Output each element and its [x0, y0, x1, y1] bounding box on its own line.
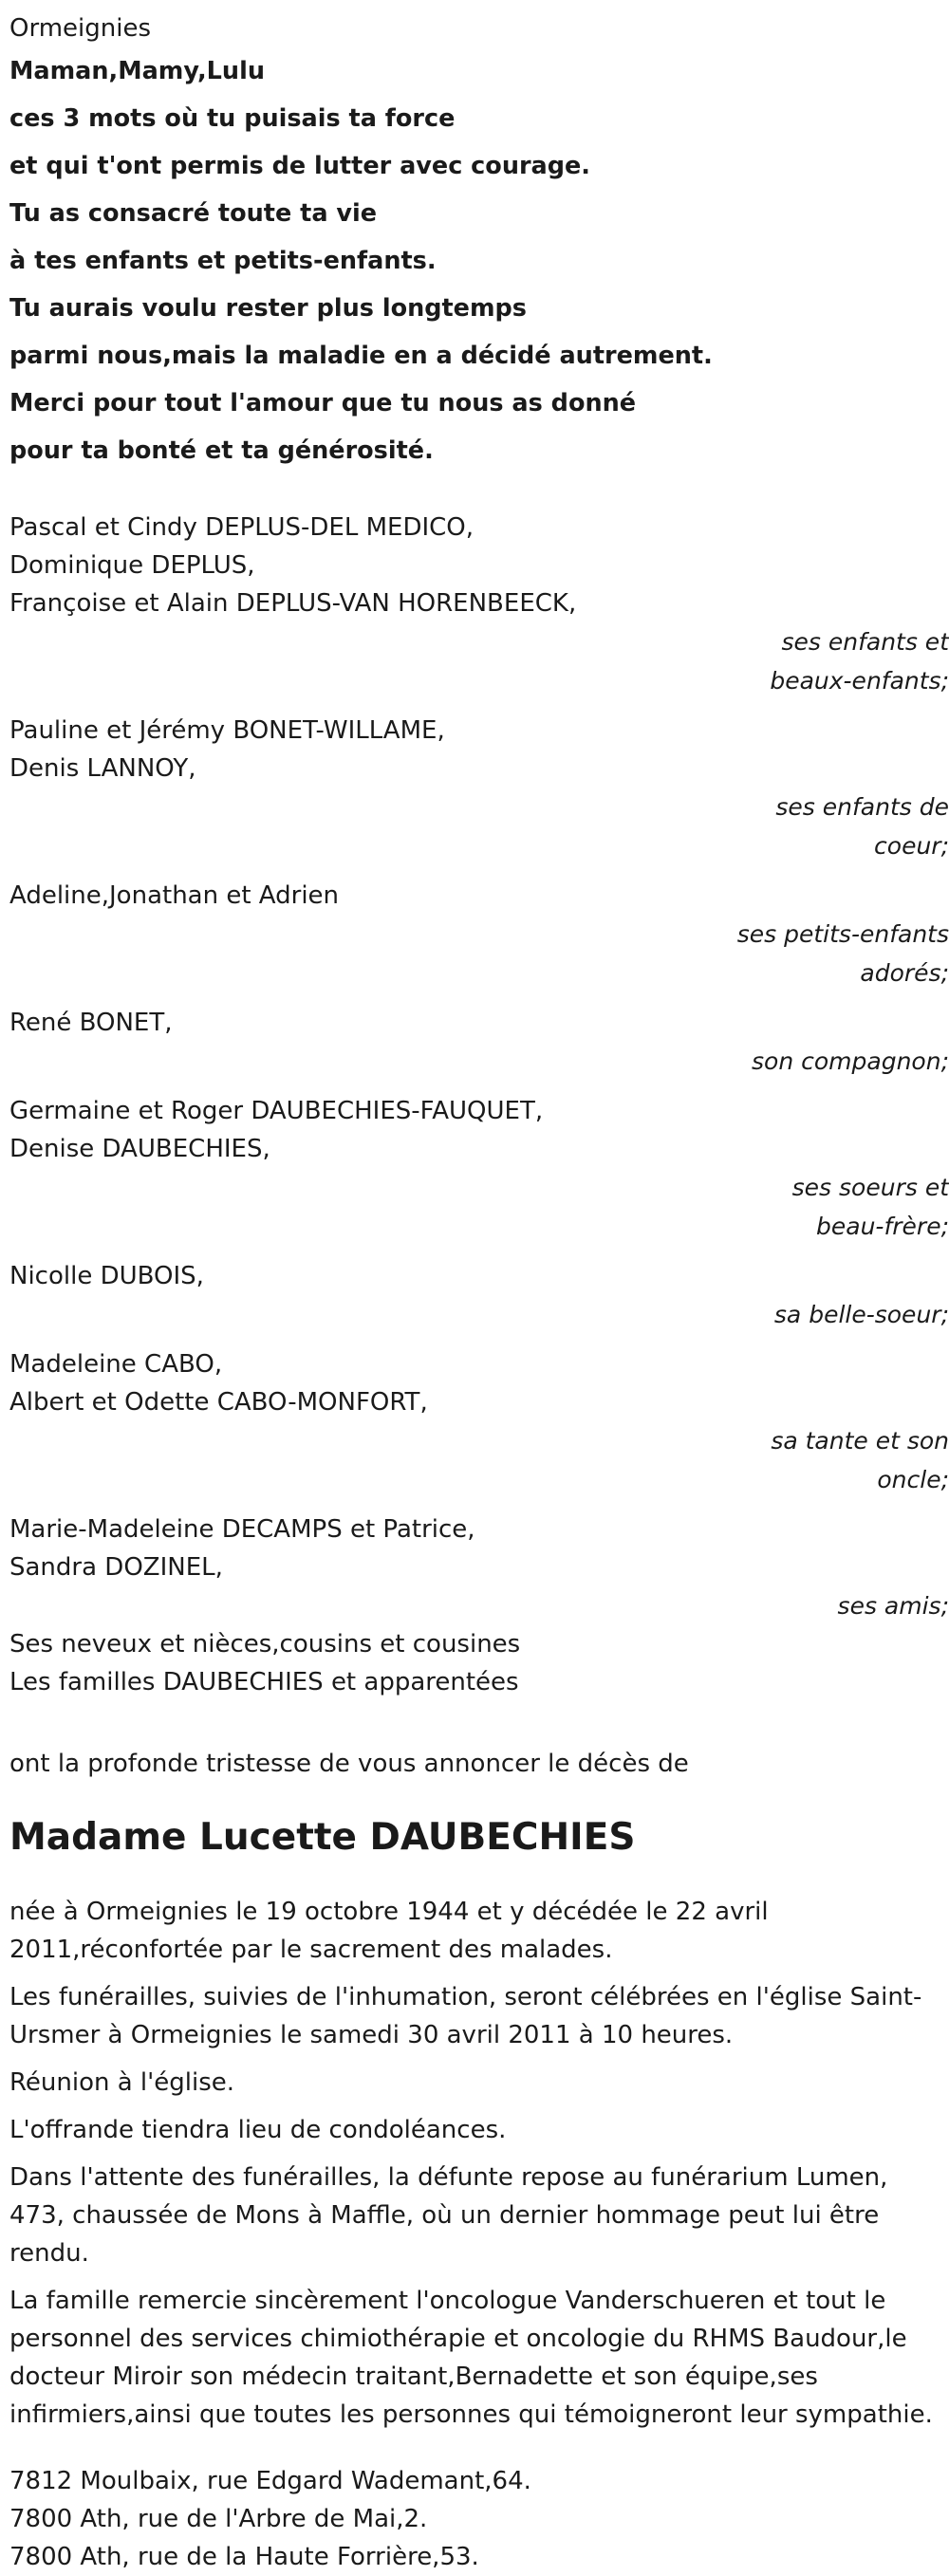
announcement: ont la profonde tristesse de vous annoncer le décès de — [9, 1750, 689, 1778]
relation-label — [9, 622, 949, 700]
family-name: Marie-Madeleine DECAMPS et Patrice, — [9, 1515, 475, 1544]
relation-label — [9, 1042, 949, 1081]
family-group-children-of-heart — [9, 712, 949, 865]
family-group-aunt-uncle — [9, 1345, 949, 1499]
poem-line: et qui t'ont permis de lutter avec courage. — [9, 152, 590, 180]
extended-family-line: Les familles DAUBECHIES et apparentées — [9, 1668, 519, 1696]
detail-paragraph: Dans l'attente des funérailles, la défunte repose au funérarium Lumen, 473, chaussée de Mons à Maffle, où un dernier hommage peut lui être rendu. — [9, 2163, 888, 2268]
family-name: Pascal et Cindy DEPLUS-DEL MEDICO, — [9, 513, 474, 542]
family-group-friends — [9, 1510, 949, 1625]
extended-family-line: Ses neveux et nièces,cousins et cousines — [9, 1630, 521, 1659]
poem-line: à tes enfants et petits-enfants. — [9, 247, 437, 275]
detail-paragraph: née à Ormeignies le 19 octobre 1944 et y décédée le 22 avril 2011,réconfortée par le sacrement des malades. — [9, 1898, 769, 1964]
funeral-details — [9, 1893, 949, 2434]
relation-line: ses soeurs et — [791, 1174, 949, 1201]
detail-paragraph: Réunion à l'église. — [9, 2068, 235, 2097]
family-name: Sandra DOZINEL, — [9, 1553, 223, 1582]
poem-line: Tu aurais voulu rester plus longtemps — [9, 294, 527, 323]
relation-line: ses enfants et — [781, 628, 949, 656]
poem-line: Tu as consacré toute ta vie — [9, 199, 378, 228]
family-group-sister-in-law — [9, 1257, 949, 1334]
family-group-companion — [9, 1004, 949, 1081]
deceased-name: Madame Lucette DAUBECHIES — [9, 1816, 636, 1859]
relation-label — [9, 915, 949, 992]
family-name: Pauline et Jérémy BONET-WILLAME, — [9, 716, 445, 745]
family-name: Dominique DEPLUS, — [9, 551, 255, 580]
family-name: Albert et Odette CABO-MONFORT, — [9, 1388, 428, 1417]
family-group-grandchildren — [9, 877, 949, 992]
relation-line: beaux-enfants; — [770, 667, 949, 695]
family-group-children — [9, 509, 949, 700]
family-name: Denis LANNOY, — [9, 754, 196, 783]
relation-label — [9, 1295, 949, 1334]
family-name: René BONET, — [9, 1009, 173, 1037]
family-name: Françoise et Alain DEPLUS-VAN HORENBEECK, — [9, 589, 577, 618]
family-name: Adeline,Jonathan et Adrien — [9, 881, 340, 910]
relation-label — [9, 1168, 949, 1246]
address-line: 7812 Moulbaix, rue Edgard Wademant,64. — [9, 2467, 531, 2495]
family-group-sisters — [9, 1092, 949, 1246]
relation-line: son compagnon; — [752, 1047, 949, 1075]
address-line: 7800 Ath, rue de l'Arbre de Mai,2. — [9, 2505, 428, 2533]
relation-line: oncle; — [877, 1466, 949, 1493]
relation-line: adorés; — [860, 959, 949, 987]
extended-family — [9, 1625, 949, 1701]
addresses — [9, 2462, 949, 2576]
relation-line: coeur; — [874, 832, 949, 860]
family-name: Denise DAUBECHIES, — [9, 1135, 270, 1163]
detail-paragraph: L'offrande tiendra lieu de condoléances. — [9, 2116, 507, 2144]
poem-line: Merci pour tout l'amour que tu nous as donné — [9, 389, 637, 417]
poem-line: Maman,Mamy,Lulu — [9, 57, 265, 85]
poem — [9, 47, 949, 474]
relation-line: ses petits-enfants — [736, 920, 949, 948]
address-line: 7800 Ath, rue de la Haute Forrière,53. — [9, 2543, 479, 2571]
detail-paragraph: Les funérailles, suivies de l'inhumation, seront célébrées en l'église Saint-Ursmer à Ormeignies le samedi 30 avril 2011 à 10 heures. — [9, 1983, 922, 2049]
poem-line: ces 3 mots où tu puisais ta force — [9, 104, 456, 133]
relation-line: beau-frère; — [816, 1213, 949, 1240]
detail-paragraph: La famille remercie sincèrement l'oncologue Vanderschueren et tout le personnel des services chimiothérapie et oncologie du RHMS Baudour,le docteur Miroir son médecin traitant,Bernadette et son équipe,ses infirmiers,ainsi que toutes les personnes qui témoigneront leur sympathie. — [9, 2287, 933, 2429]
family-name: Nicolle DUBOIS, — [9, 1262, 204, 1290]
relation-line: ses enfants de — [775, 793, 949, 821]
location: Ormeignies — [9, 14, 151, 43]
poem-line: parmi nous,mais la maladie en a décidé autrement. — [9, 342, 713, 370]
relation-line: ses amis; — [837, 1592, 949, 1620]
family-name: Madeleine CABO, — [9, 1350, 223, 1379]
family-name: Germaine et Roger DAUBECHIES-FAUQUET, — [9, 1097, 544, 1125]
relation-label — [9, 1586, 949, 1625]
relation-label — [9, 1421, 949, 1499]
relation-label — [9, 788, 949, 865]
relation-line: sa belle-soeur; — [773, 1301, 949, 1328]
relation-line: sa tante et son — [771, 1427, 949, 1455]
poem-line: pour ta bonté et ta générosité. — [9, 436, 434, 465]
